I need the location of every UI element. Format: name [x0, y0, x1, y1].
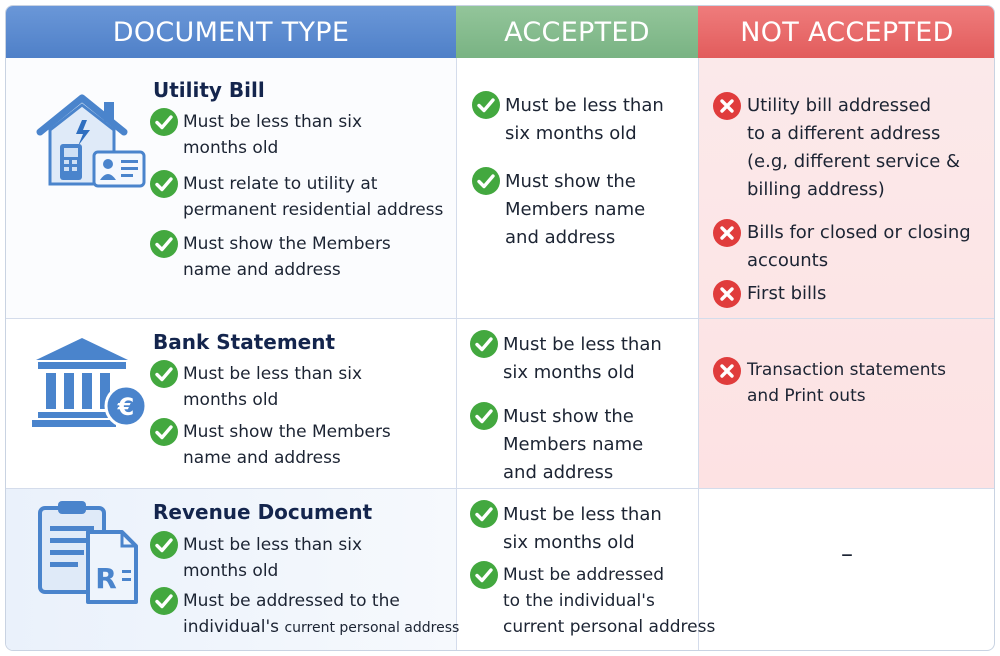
check-icon	[149, 359, 179, 389]
accepted-line: Must be less than	[503, 504, 662, 525]
accepted-item	[469, 403, 643, 487]
requirement-item	[149, 109, 362, 161]
check-icon	[149, 586, 179, 616]
requirement-item	[149, 171, 443, 223]
requirement-line: months old	[183, 390, 279, 410]
cross-icon	[712, 279, 742, 309]
not-accepted-line: First bills	[747, 283, 827, 304]
accepted-line: Must be addressed	[503, 565, 665, 585]
accepted-line: six months old	[505, 123, 637, 144]
accepted-line: and address	[505, 227, 616, 248]
accepted-line: six months old	[503, 362, 635, 383]
not-accepted-item	[712, 92, 960, 204]
requirement-item	[149, 588, 459, 641]
check-icon	[149, 169, 179, 199]
not-accepted-item	[712, 280, 826, 309]
accepted-item	[469, 501, 662, 557]
check-icon	[469, 329, 499, 359]
not-accepted-line: Transaction statements	[747, 360, 947, 380]
requirement-line: Must be less than six	[183, 364, 362, 384]
row-title-utility-bill: Utility Bill	[153, 78, 265, 102]
requirement-line: individual's	[183, 617, 285, 637]
requirement-item	[149, 532, 362, 584]
accepted-item	[471, 168, 645, 252]
cross-icon	[712, 218, 742, 248]
check-icon	[149, 229, 179, 259]
requirement-line: months old	[183, 561, 279, 581]
cross-icon	[712, 91, 742, 121]
svg-text:R: R	[95, 562, 117, 595]
check-icon	[471, 90, 501, 120]
accepted-item	[469, 331, 662, 387]
header-not-accepted: NOT ACCEPTED	[698, 6, 995, 58]
requirement-line: Must show the Members	[183, 234, 391, 254]
requirement-line: current personal address	[284, 620, 460, 636]
requirement-line: Must show the Members	[183, 422, 391, 442]
not-accepted-none: –	[841, 540, 853, 568]
not-accepted-line: Bills for closed or closing	[747, 222, 971, 243]
check-icon	[469, 560, 499, 590]
requirement-line: Must be addressed to the	[183, 591, 400, 611]
not-accepted-line: (e.g, different service &	[747, 151, 961, 172]
row-divider	[6, 488, 995, 489]
accepted-line: and address	[503, 462, 614, 483]
not-accepted-line: accounts	[747, 250, 829, 271]
row-title-bank-statement: Bank Statement	[153, 330, 336, 354]
not-accepted-line: Utility bill addressed	[747, 95, 932, 116]
accepted-line: Must be less than	[505, 95, 664, 116]
requirement-line: Must be less than six	[183, 535, 362, 555]
accepted-line: Must be less than	[503, 334, 662, 355]
header-document-type: DOCUMENT TYPE	[6, 6, 456, 58]
not-accepted-item	[712, 357, 946, 409]
cross-icon	[712, 356, 742, 386]
row-title-revenue-document: Revenue Document	[153, 500, 373, 524]
requirement-line: name and address	[183, 260, 341, 280]
not-accepted-line: and Print outs	[747, 386, 866, 406]
requirement-item	[149, 231, 391, 283]
not-accepted-line: to a different address	[747, 123, 941, 144]
row-divider	[6, 318, 995, 319]
requirement-line: permanent residential address	[183, 200, 444, 220]
svg-text:€: €	[117, 393, 135, 421]
requirement-line: Must be less than six	[183, 112, 362, 132]
requirement-item	[149, 361, 362, 413]
check-icon	[471, 166, 501, 196]
accepted-item	[471, 92, 664, 148]
accepted-line: to the individual's	[503, 591, 655, 611]
accepted-line: Must show the	[503, 406, 634, 427]
requirement-line: months old	[183, 138, 279, 158]
check-icon	[469, 499, 499, 529]
check-icon	[149, 530, 179, 560]
check-icon	[469, 401, 499, 431]
bank-euro-icon	[30, 334, 150, 430]
requirement-line: name and address	[183, 448, 341, 468]
header-accepted: ACCEPTED	[456, 6, 698, 58]
accepted-line: current personal address	[503, 617, 716, 637]
accepted-line: Members name	[505, 199, 646, 220]
revenue-document-icon	[36, 498, 146, 608]
requirement-line: Must relate to utility at	[183, 174, 378, 194]
accepted-line: Must show the	[505, 171, 636, 192]
house-utility-icon	[32, 90, 150, 194]
accepted-line: Members name	[503, 434, 644, 455]
accepted-item	[469, 562, 715, 640]
document-acceptance-table	[5, 5, 995, 651]
not-accepted-line: billing address)	[747, 179, 885, 200]
column-divider	[456, 58, 457, 651]
check-icon	[149, 107, 179, 137]
check-icon	[149, 417, 179, 447]
not-accepted-item	[712, 219, 971, 275]
requirement-item	[149, 419, 391, 471]
accepted-line: six months old	[503, 532, 635, 553]
